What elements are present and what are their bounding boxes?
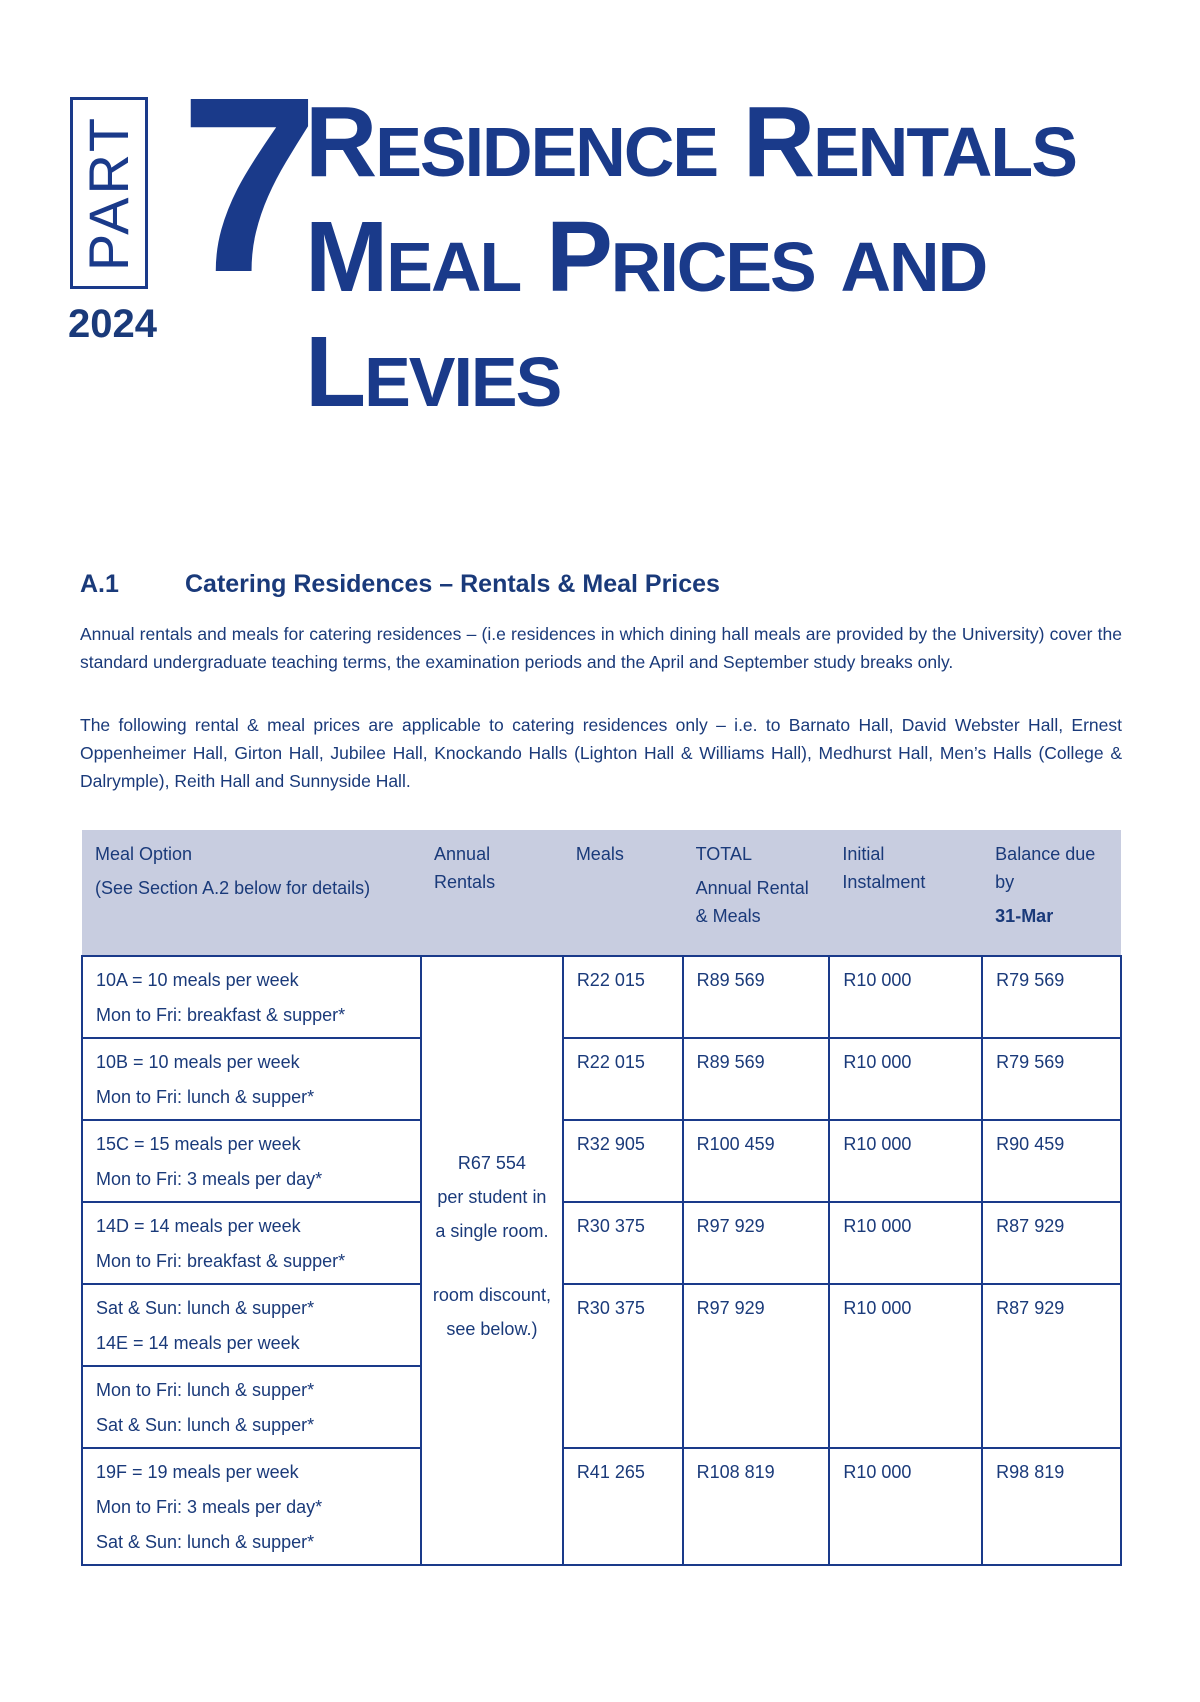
table-header-row — [82, 830, 1121, 956]
meal-option-line: Mon to Fri: breakfast & supper* — [96, 1005, 346, 1025]
initial-instalment: R10 000 — [829, 956, 982, 1038]
intro-paragraph-1: Annual rentals and meals for catering residences – (i.e residences in which dining hall meals are provided by the University) cover the standard undergraduate teaching terms, the examination periods and the April and September study breaks only. — [80, 624, 1122, 672]
balance-due: R79 569 — [982, 956, 1121, 1038]
initial-instalment: R10 000 — [829, 1202, 982, 1284]
title-line-3: Levies — [305, 316, 561, 428]
meals-price: R32 905 — [563, 1120, 683, 1202]
part-number: 7 — [180, 45, 320, 324]
part-label: PART — [77, 114, 140, 272]
header-balance — [982, 830, 1121, 956]
table-row — [82, 1448, 1121, 1565]
initial-instalment: R10 000 — [829, 1038, 982, 1120]
total-price: R97 929 — [683, 1202, 830, 1284]
balance-due: R87 929 — [982, 1284, 1121, 1448]
total-price: R89 569 — [683, 956, 830, 1038]
meal-option-cell — [82, 1202, 421, 1284]
total-price: R100 459 — [683, 1120, 830, 1202]
initial-instalment: R10 000 — [829, 1120, 982, 1202]
header-meals: Meals — [563, 830, 683, 956]
meal-option-line: 19F = 19 meals per week — [96, 1462, 299, 1482]
meals-price: R22 015 — [563, 956, 683, 1038]
meal-option-line: 10B = 10 meals per week — [96, 1052, 300, 1072]
section-number: A.1 — [80, 570, 119, 598]
table-row — [82, 1038, 1121, 1120]
header-meal-option-note: (See Section A.2 below for details) — [95, 878, 371, 898]
total-price: R97 929 — [683, 1284, 830, 1448]
header-total-note: Annual Rental & Meals — [695, 878, 809, 926]
table-row — [82, 1202, 1121, 1284]
balance-due: R87 929 — [982, 1202, 1121, 1284]
rental-note: per student in a single room. — [435, 1186, 549, 1241]
balance-due: R79 569 — [982, 1038, 1121, 1120]
meal-option-line: Mon to Fri: breakfast & supper* — [96, 1251, 346, 1271]
meal-option-cell — [82, 1284, 421, 1366]
meal-option-cell — [82, 1120, 421, 1202]
meal-option-line: 15C = 15 meals per week — [96, 1134, 301, 1154]
meals-price: R41 265 — [563, 1448, 683, 1565]
meal-option-cell — [82, 1366, 421, 1448]
meal-option-line: Sat & Sun: lunch & supper* — [96, 1298, 315, 1318]
meal-option-line: 14D = 14 meals per week — [96, 1216, 301, 1236]
meals-price: R30 375 — [563, 1202, 683, 1284]
balance-due: R98 819 — [982, 1448, 1121, 1565]
year: 2024 — [68, 302, 157, 346]
meal-option-line: Sat & Sun: lunch & supper* — [96, 1415, 315, 1435]
header-balance-date: 31-Mar — [995, 906, 1054, 926]
header-balance-title: Balance due by — [995, 844, 1096, 892]
header-annual-rentals: Annual Rentals — [421, 830, 563, 956]
table-row — [82, 1284, 1121, 1366]
meal-option-line: 14E = 14 meals per week — [96, 1333, 300, 1353]
intro-paragraph-2: The following rental & meal prices are applicable to catering residences only – i.e. to Barnato Hall, David Webster Hall, Ernest Oppenheimer Hall, Girton Hall, Jubilee Hall, Knockando Halls (Lighton Hall & Williams Hall), Medhurst Hall, Men’s Halls (College & Dalrymple), Reith Hall and Sunnyside Hall. — [80, 715, 1122, 791]
annual-rental-cell — [421, 956, 563, 1565]
part-label-box — [70, 97, 148, 289]
section-heading — [80, 570, 720, 599]
header-initial-instalment: Initial Instalment — [829, 830, 982, 956]
rental-discount-note: room discount, see below.) — [432, 1284, 551, 1339]
meals-price: R22 015 — [563, 1038, 683, 1120]
meal-option-line: Mon to Fri: 3 meals per day* — [96, 1169, 323, 1189]
meal-option-line: Mon to Fri: lunch & supper* — [96, 1087, 315, 1107]
initial-instalment: R10 000 — [829, 1284, 982, 1448]
section-title: Catering Residences – Rentals & Meal Prices — [185, 570, 720, 598]
header-total — [683, 830, 830, 956]
meal-option-cell — [82, 1038, 421, 1120]
total-price: R108 819 — [683, 1448, 830, 1565]
rental-amount: R67 554 — [457, 1152, 526, 1173]
header-meal-option — [82, 830, 421, 956]
meal-option-line: Mon to Fri: lunch & supper* — [96, 1380, 315, 1400]
table-row — [82, 1120, 1121, 1202]
meal-option-line: Sat & Sun: lunch & supper* — [96, 1532, 315, 1552]
initial-instalment: R10 000 — [829, 1448, 982, 1565]
title-line-1: Residence Rentals — [305, 86, 1076, 198]
meal-option-line: 10A = 10 meals per week — [96, 970, 299, 990]
meal-option-line: Mon to Fri: 3 meals per day* — [96, 1497, 323, 1517]
rates-table — [81, 830, 1122, 1566]
header-meal-option-title: Meal Option — [95, 844, 193, 864]
meal-option-cell — [82, 1448, 421, 1565]
balance-due: R90 459 — [982, 1120, 1121, 1202]
header-total-title: TOTAL — [695, 844, 752, 864]
total-price: R89 569 — [683, 1038, 830, 1120]
title-line-2: Meal Prices and — [305, 201, 987, 313]
meals-price: R30 375 — [563, 1284, 683, 1448]
meal-option-cell — [82, 956, 421, 1038]
table-row — [82, 956, 1121, 1038]
page-title — [305, 85, 1076, 430]
